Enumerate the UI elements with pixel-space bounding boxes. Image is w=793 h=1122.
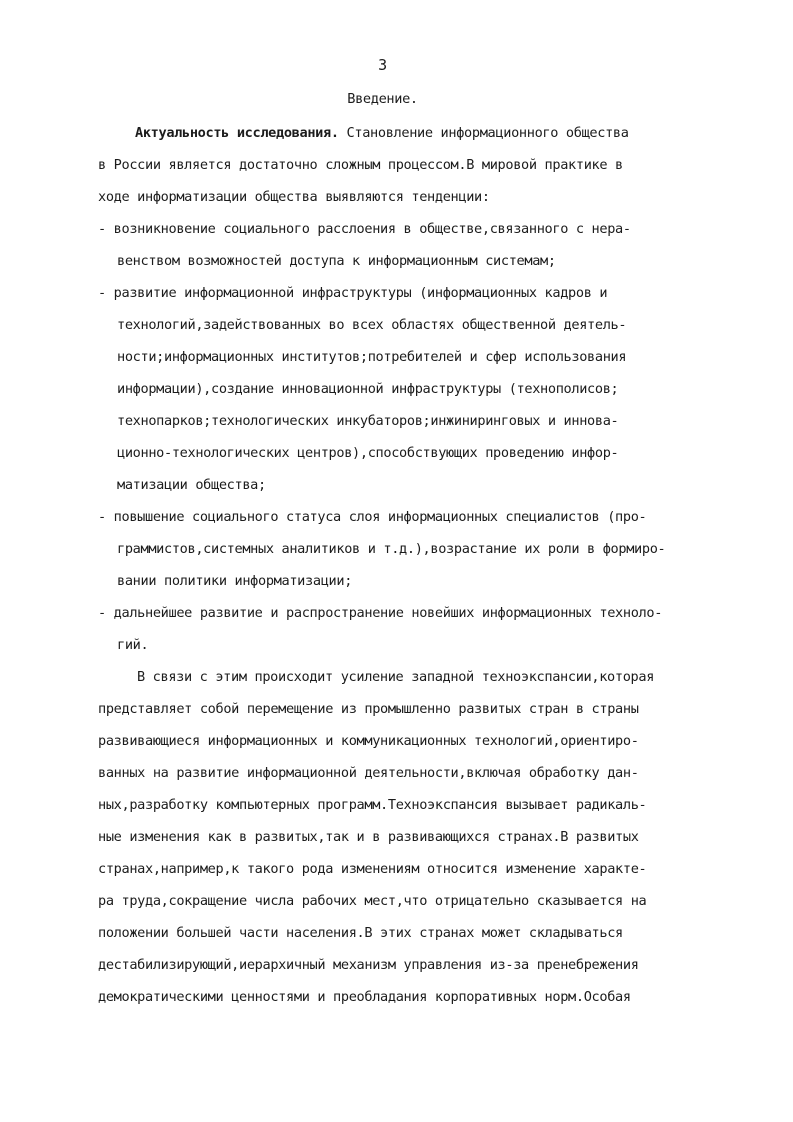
text-line: ности;информационных институтов;потребителей и сфер использования [117, 349, 627, 365]
text-line: представляет собой перемещение из промышленно развитых стран в страны [98, 701, 639, 717]
text-line: технологий,задействованных во всех областях общественной деятель- [117, 317, 627, 333]
text-line: ных,разработку компьютерных программ.Техноэкспансия вызывает радикаль- [98, 797, 647, 813]
list-item-line: - развитие информационной инфраструктуры (информационных кадров и [98, 285, 608, 301]
text-line: ванных на развитие информационной деятельности,включая обработку дан- [98, 765, 639, 781]
text-line: гий. [117, 637, 149, 653]
text-line: венством возможностей доступа к информационным системам; [117, 253, 556, 269]
page-number: 3 [378, 56, 387, 74]
list-item-line: - повышение социального статуса слоя информационных специалистов (про- [98, 509, 647, 525]
text-line: граммистов,системных аналитиков и т.д.),возрастание их роли в формиро- [117, 541, 666, 557]
text-line: развивающиеся информационных и коммуникационных технологий,ориентиро- [98, 733, 639, 749]
text-line: технопарков;технологических инкубаторов;инжиниринговых и иннова- [117, 413, 619, 429]
text-line-content: Становление информационного общества [346, 125, 629, 141]
text-line: демократическими ценностями и преобладания корпоративных норм.Особая [98, 989, 631, 1005]
text-line: В связи с этим происходит усиление западной техноэкспансии,которая [137, 669, 655, 685]
text-line: странах,например,к такого рода изменениям относится изменение характе- [98, 861, 647, 877]
text-line: ходе информатизации общества выявляются тенденции: [98, 189, 490, 205]
list-item-line: - возникновение социального расслоения в обществе,связанного с нера- [98, 221, 631, 237]
text-line: положении большей части населения.В этих странах может складываться [98, 925, 623, 941]
text-line: вании политики информатизации; [117, 573, 353, 589]
lead-term: Актуальность исследования. [135, 125, 339, 141]
text-line: в России является достаточно сложным процессом.В мировой практике в [98, 157, 623, 173]
text-line: ционно-технологических центров),способствующих проведению инфор- [117, 445, 619, 461]
text-line [135, 123, 629, 143]
text-line: дестабилизирующий,иерархичный механизм управления из-за пренебрежения [98, 957, 639, 973]
text-line: матизации общества; [117, 477, 266, 493]
text-line: ра труда,сокращение числа рабочих мест,что отрицательно сказывается на [98, 893, 647, 909]
text-line: информации),создание инновационной инфраструктуры (технополисов; [117, 381, 619, 397]
text-line: ные изменения как в развитых,так и в развивающихся странах.В развитых [98, 829, 639, 845]
list-item-line: - дальнейшее развитие и распространение новейших информационных техноло- [98, 605, 663, 621]
section-heading: Введение. [347, 91, 418, 107]
